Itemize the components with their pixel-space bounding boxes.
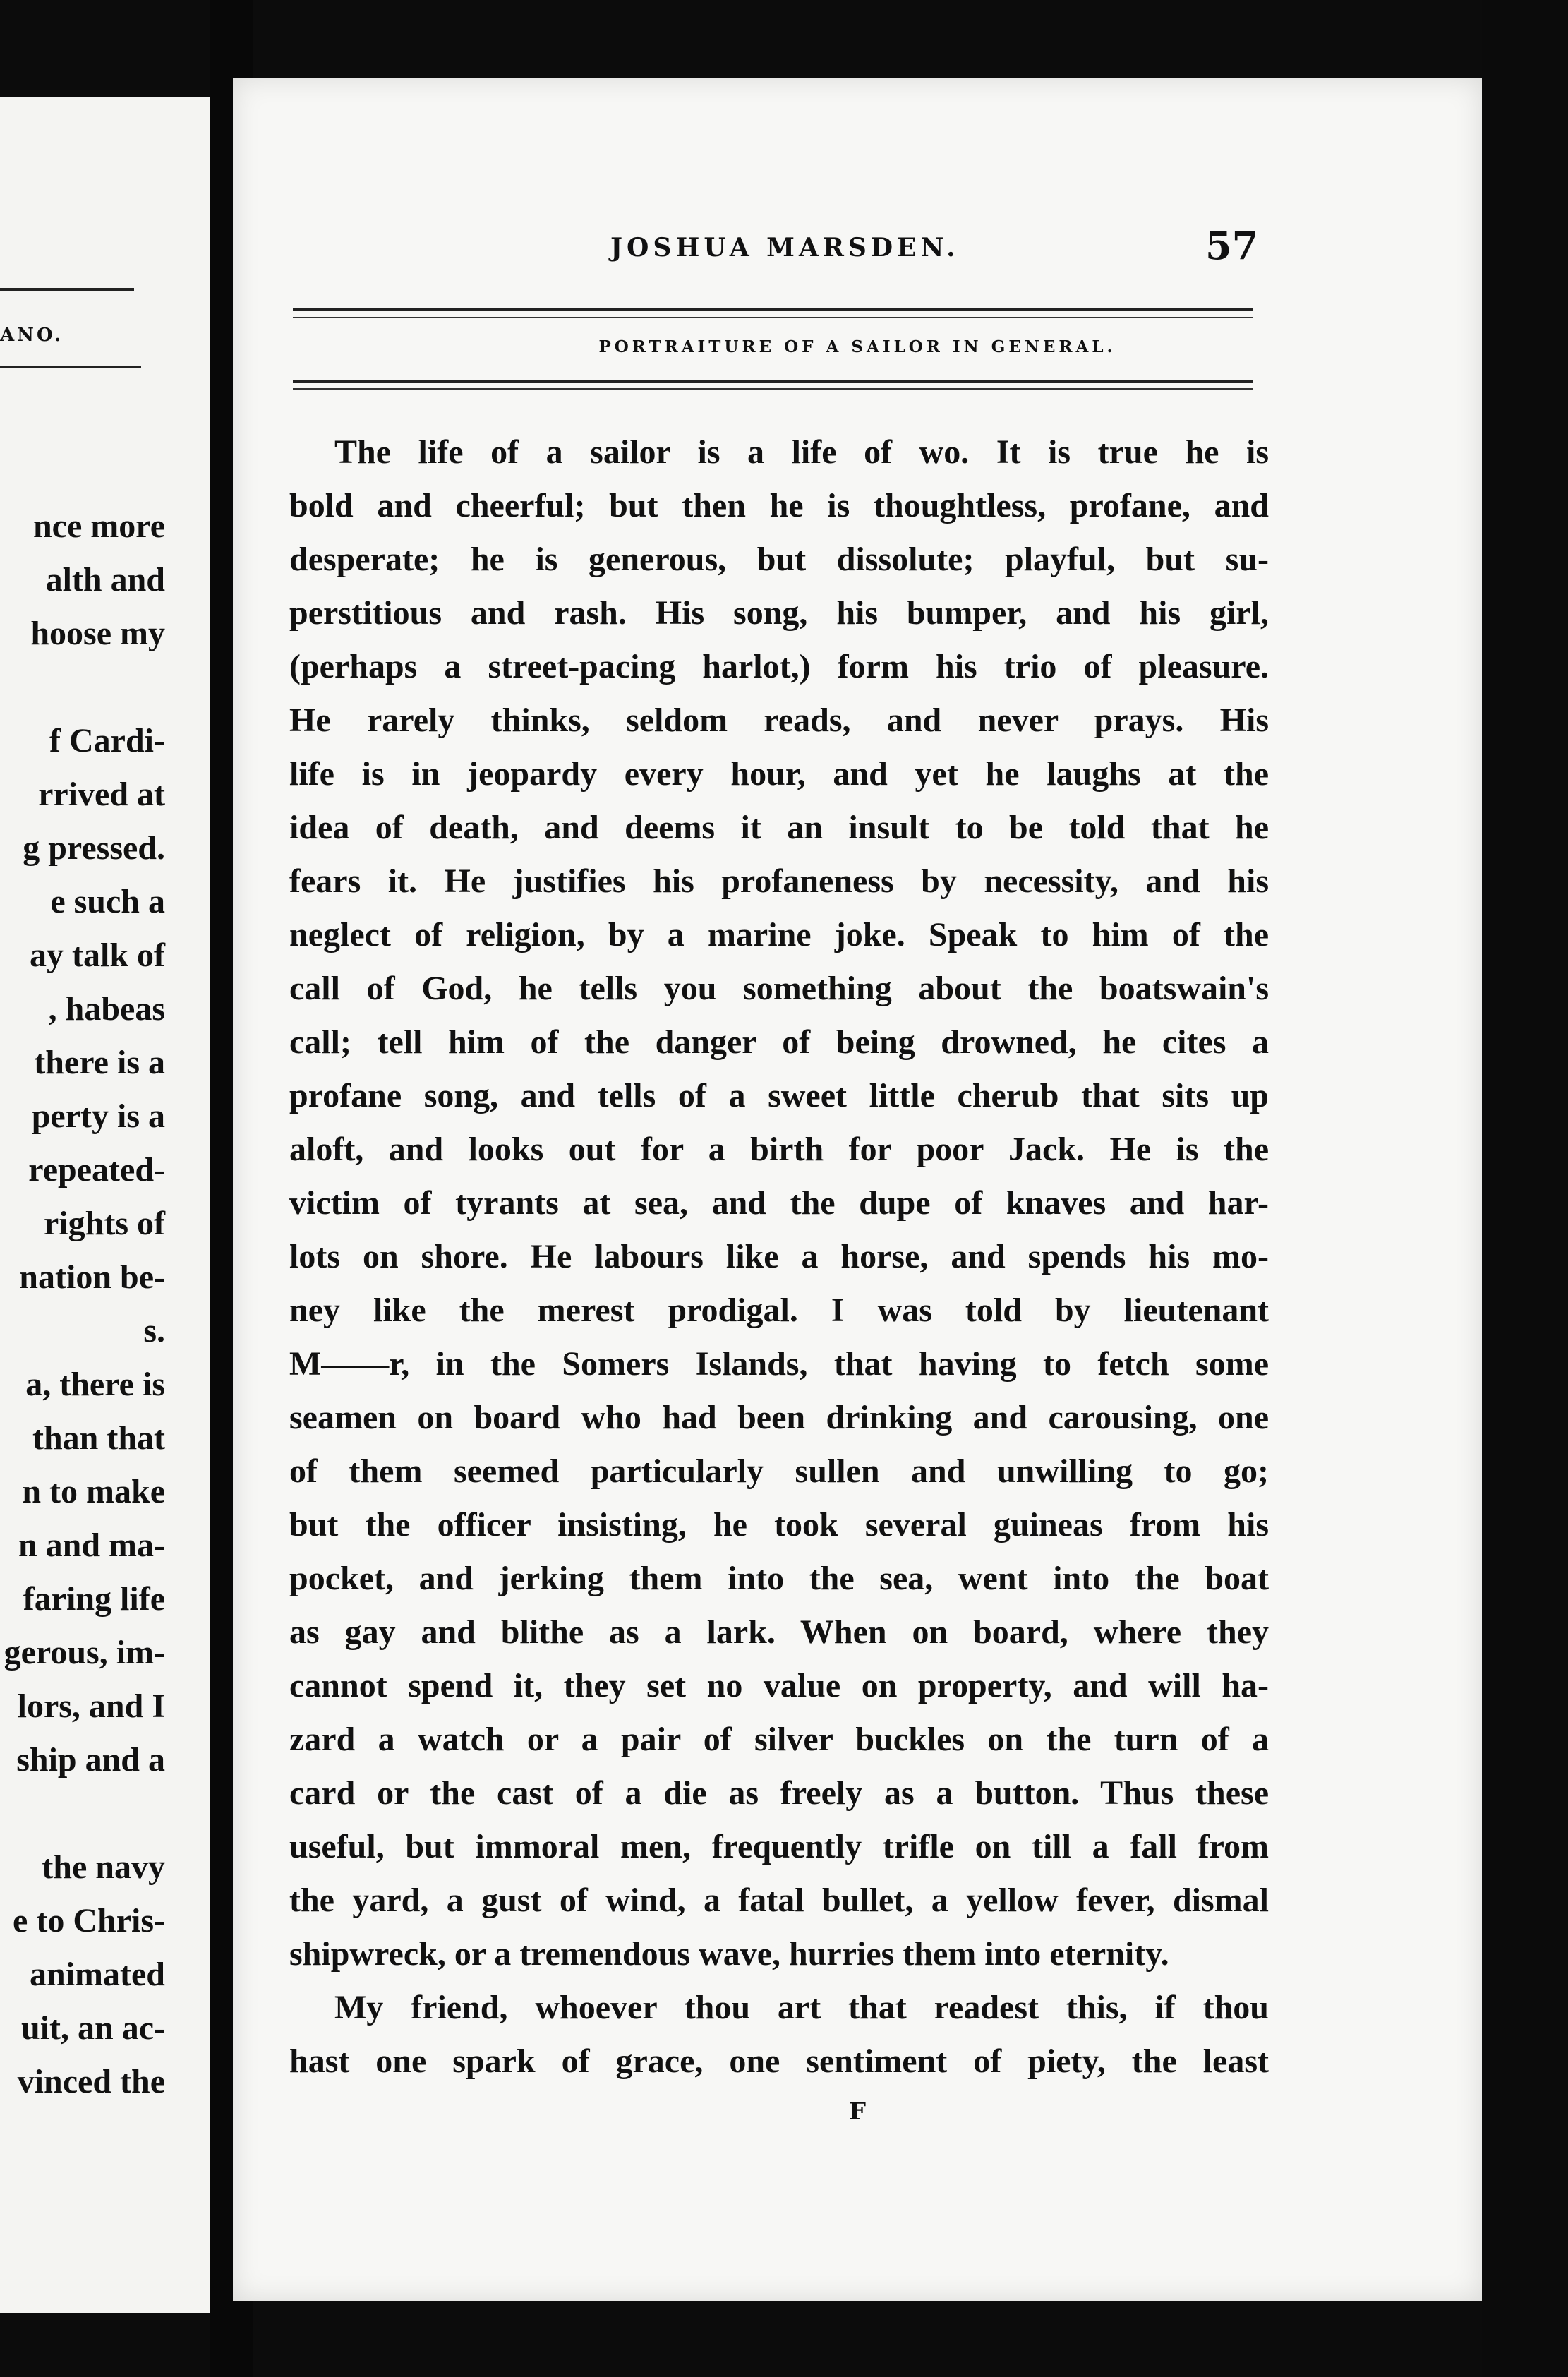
facing-page-header-fragment: ANO. bbox=[0, 325, 64, 346]
facing-page-line: gerous, im- bbox=[4, 1634, 165, 1671]
text-line: of them seemed particularly sullen and unwilling to go; bbox=[289, 1452, 1269, 1490]
facing-page-line: uit, an ac- bbox=[21, 2009, 165, 2047]
text-line: fears it. He justifies his profaneness by necessity, and his bbox=[289, 862, 1269, 900]
book-page bbox=[233, 78, 1482, 2301]
facing-page-line: n and ma- bbox=[18, 1527, 165, 1564]
text-line: victim of tyrants at sea, and the dupe of knaves and har- bbox=[289, 1184, 1269, 1222]
text-line: M——r, in the Somers Islands, that having to fetch some bbox=[289, 1345, 1269, 1383]
facing-page-line: animated bbox=[30, 1956, 165, 1993]
facing-page-line: g pressed. bbox=[23, 829, 165, 867]
facing-page-line: f Cardi- bbox=[49, 722, 165, 759]
text-line: lots on shore. He labours like a horse, and spends his mo- bbox=[289, 1238, 1269, 1275]
facing-page-top-rule bbox=[0, 288, 134, 291]
text-line: profane song, and tells of a sweet little cherub that sits up bbox=[289, 1077, 1269, 1114]
text-line: but the officer insisting, he took several guineas from his bbox=[289, 1506, 1269, 1543]
text-line: call of God, he tells you something about the boatswain's bbox=[289, 970, 1269, 1007]
facing-page-line: rrived at bbox=[38, 776, 165, 813]
text-line: zard a watch or a pair of silver buckles on the turn of a bbox=[289, 1721, 1269, 1758]
text-line: useful, but immoral men, frequently trifle on till a fall from bbox=[289, 1828, 1269, 1865]
facing-page-text bbox=[0, 500, 210, 2109]
facing-page-line: ship and a bbox=[16, 1741, 165, 1779]
facing-page-fragment bbox=[0, 97, 210, 2313]
running-head bbox=[233, 223, 1482, 275]
facing-page-line: alth and bbox=[45, 561, 165, 598]
text-line: (perhaps a street-pacing harlot,) form his trio of pleasure. bbox=[289, 648, 1269, 685]
facing-page-line: e to Chris- bbox=[13, 1902, 165, 1939]
facing-page-line: ay talk of bbox=[30, 937, 165, 974]
text-line: idea of death, and deems it an insult to be told that he bbox=[289, 809, 1269, 846]
facing-page-line: nation be- bbox=[19, 1258, 165, 1296]
text-line: the yard, a gust of wind, a fatal bullet, a yellow fever, dismal bbox=[289, 1882, 1269, 1919]
facing-page-line: nce more bbox=[32, 507, 165, 545]
facing-page-line: e such a bbox=[50, 883, 165, 920]
facing-page-line bbox=[0, 1787, 210, 1841]
text-line: desperate; he is generous, but dissolute; playful, but su- bbox=[289, 541, 1269, 578]
page-number: 57 bbox=[1205, 223, 1259, 268]
scan-right-edge bbox=[1482, 0, 1568, 2377]
text-line: aloft, and looks out for a birth for poor Jack. He is the bbox=[289, 1131, 1269, 1168]
text-line: call; tell him of the danger of being drowned, he cites a bbox=[289, 1023, 1269, 1061]
text-line: seamen on board who had been drinking and carousing, one bbox=[289, 1399, 1269, 1436]
facing-page-line: a, there is bbox=[25, 1366, 165, 1403]
text-line: pocket, and jerking them into the sea, went into the boat bbox=[289, 1560, 1269, 1597]
section-title: PORTRAITURE OF A SAILOR IN GENERAL. bbox=[598, 337, 1116, 356]
signature-mark: F bbox=[848, 2098, 867, 2126]
text-line: hast one spark of grace, one sentiment of piety, the least bbox=[289, 2042, 1269, 2080]
facing-page-line: vinced the bbox=[17, 2063, 165, 2100]
facing-page-line: rights of bbox=[44, 1205, 165, 1242]
facing-page-line: the navy bbox=[42, 1848, 165, 1886]
section-rule-top bbox=[293, 308, 1253, 318]
facing-page-line: there is a bbox=[34, 1044, 165, 1081]
facing-page-line: than that bbox=[32, 1419, 165, 1457]
body-text bbox=[289, 426, 1269, 2088]
facing-page-line: perty is a bbox=[31, 1097, 165, 1135]
text-line: neglect of religion, by a marine joke. Speak to him of the bbox=[289, 916, 1269, 953]
facing-page-line: lors, and I bbox=[17, 1687, 165, 1725]
text-line: card or the cast of a die as freely as a button. Thus these bbox=[289, 1774, 1269, 1812]
text-line: ney like the merest prodigal. I was told by lieutenant bbox=[289, 1292, 1269, 1329]
section-rule-bottom bbox=[293, 380, 1253, 390]
facing-page-line: s. bbox=[143, 1312, 165, 1349]
text-line: as gay and blithe as a lark. When on board, where they bbox=[289, 1613, 1269, 1651]
facing-page-line: faring life bbox=[23, 1580, 165, 1618]
facing-page-header-rule bbox=[0, 366, 141, 368]
facing-page-line: repeated- bbox=[28, 1151, 165, 1188]
facing-page-line: hoose my bbox=[30, 615, 165, 652]
text-line: He rarely thinks, seldom reads, and never prays. His bbox=[289, 702, 1269, 739]
text-line: bold and cheerful; but then he is thoughtless, profane, and bbox=[289, 487, 1269, 524]
text-line: My friend, whoever thou art that readest this, if thou bbox=[334, 1989, 1269, 2026]
facing-page-line: , habeas bbox=[48, 990, 165, 1028]
text-line: shipwreck, or a tremendous wave, hurries them into eternity. bbox=[289, 1935, 1169, 1973]
facing-page-line: n to make bbox=[22, 1473, 165, 1510]
text-line: cannot spend it, they set no value on property, and will ha- bbox=[289, 1667, 1269, 1704]
text-line: The life of a sailor is a life of wo. It is true he is bbox=[334, 433, 1269, 471]
text-line: perstitious and rash. His song, his bumper, and his girl, bbox=[289, 594, 1269, 632]
text-line: life is in jeopardy every hour, and yet he laughs at the bbox=[289, 755, 1269, 793]
running-title: JOSHUA MARSDEN. bbox=[610, 233, 960, 263]
facing-page-line bbox=[0, 661, 210, 714]
